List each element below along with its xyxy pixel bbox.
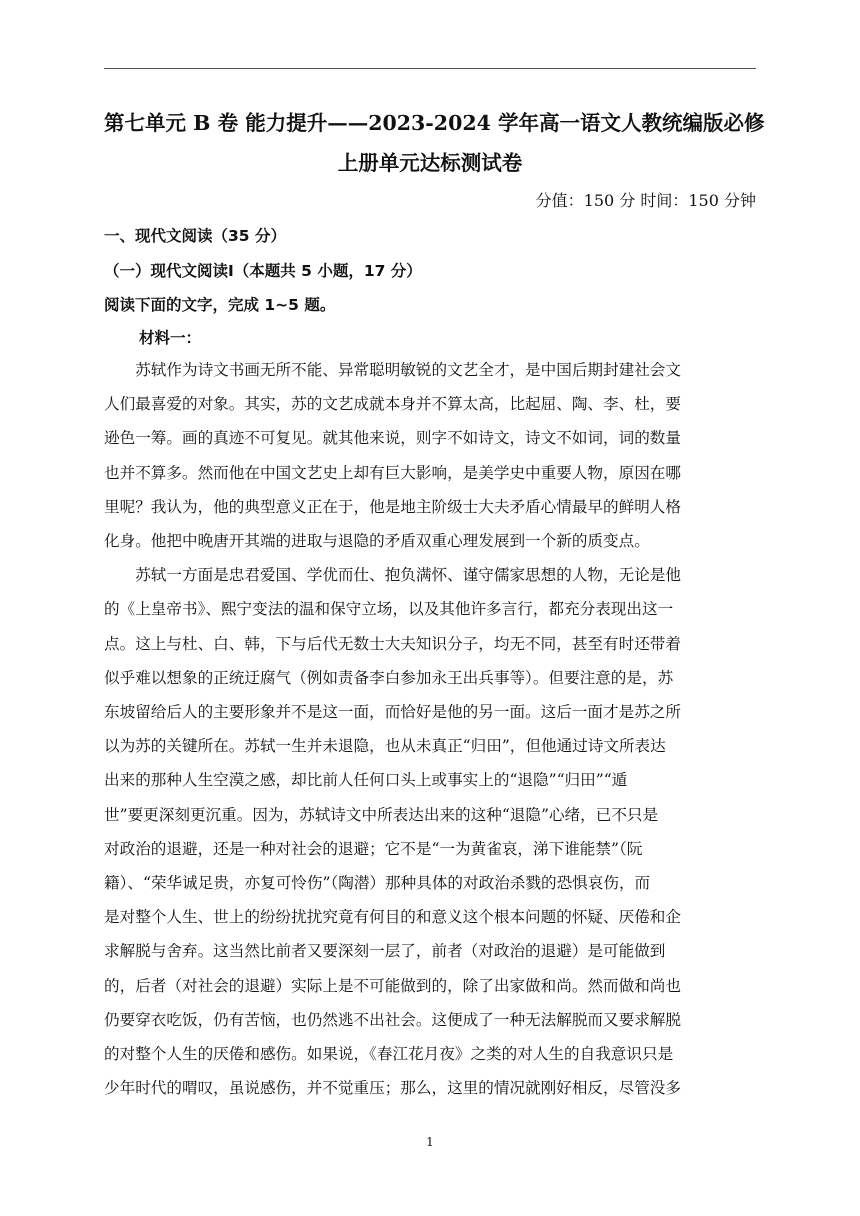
passage-line: 世”要更深刻更沉重。因为，苏轼诗文中所表达出来的这种“退隐”心绪，已不只是 [104,805,659,824]
page-title-line-2: 上册单元达标测试卷 [337,151,523,175]
passage-line: 出来的那种人生空漠之感，却比前人任何口头上或事实上的“退隐”“归田”“遁 [104,771,628,790]
passage-line: 的，后者（对社会的退避）实际上是不可能做到的，除了出家做和尚。然而做和尚也 [104,976,681,995]
passage-line: 求解脱与舍弃。这当然比前者又要深刻一层了，前者（对政治的退避）是可能做到 [104,942,666,961]
passage-line: 籍）、“荣华诚足贵，亦复可怜伤”（陶潜）那种具体的对政治杀戮的恐惧哀伤，而 [104,874,651,892]
score-time-info: 分值：150 分 时间：150 分钟 [535,191,756,210]
passage-line: 的对整个人生的厌倦和感伤。如果说，《春江花月夜》之类的对人生的自我意识只是 [104,1045,674,1063]
passage-line: 苏轼作为诗文书画无所不能、异常聪明敏锐的文艺全才，是中国后期封建社会文 [104,361,681,379]
passage-line: 东坡留给后人的主要形象并不是这一面，而恰好是他的另一面。这后一面才是苏之所 [104,703,681,721]
reading-instruction: 阅读下面的文字，完成 1~5 题。 [104,296,336,314]
passage-line: 仍要穿衣吃饭，仍有苦恼，也仍然逃不出社会。这便成了一种无法解脱而又要求解脱 [104,1010,681,1029]
passage-line: 人们最喜爱的对象。其实，苏的文艺成就本身并不算太高，比起屈、陶、李、杜，要 [104,395,681,414]
passage-line: 少年时代的喟叹，虽说感伤，并不觉重压；那么，这里的情况就刚好相反，尽管没多 [104,1079,681,1098]
page-number: 1 [426,1135,434,1149]
passage-line: 也并不算多。然而他在中国文艺史上却有巨大影响，是美学史中重要人物，原因在哪 [104,463,681,482]
passage-line: 化身。他把中晚唐开其端的进取与退隐的矛盾双重心理发展到一个新的质变点。 [104,532,650,550]
subsection-heading: （一）现代文阅读Ⅰ（本题共 5 小题，17 分） [104,262,422,280]
passage-line: 点。这上与杜、白、韩，下与后代无数士大夫知识分子，均无不同，甚至有时还带着 [104,634,681,653]
passage-line: 苏轼一方面是忠君爱国、学优而仕、抱负满怀、谨守儒家思想的人物，无论是他 [104,566,681,585]
passage-line: 是对整个人生、世上的纷纷扰扰究竟有何目的和意义这个根本问题的怀疑、厌倦和企 [104,908,681,927]
section-heading-part1: 一、现代文阅读（35 分） [104,227,286,245]
passage-line: 逊色一筹。画的真迹不可复见。就其他来说，则字不如诗文，诗文不如词，词的数量 [104,429,681,448]
page-title-line-1: 第七单元 B 卷 能力提升——2023-2024 学年高一语文人教统编版必修 [104,111,765,135]
passage-line: 的《上皇帝书》、熙宁变法的温和保守立场，以及其他许多言行，都充分表现出这一 [104,600,674,619]
material-label: 材料一： [139,329,202,347]
header-rule [104,68,756,69]
passage-line: 里呢？我认为，他的典型意义正在于，他是地主阶级士大夫矛盾心情最早的鲜明人格 [104,497,681,516]
passage-line: 似乎难以想象的正统迂腐气（例如责备李白参加永王出兵事等）。但要注意的是，苏 [104,668,674,687]
passage-line: 对政治的退避，还是一种对社会的退避；它不是“一为黄雀哀，涕下谁能禁”（阮 [104,839,643,858]
passage-line: 以为苏的关键所在。苏轼一生并未退隐，也从未真正“归田”，但他通过诗文所表达 [104,737,666,756]
